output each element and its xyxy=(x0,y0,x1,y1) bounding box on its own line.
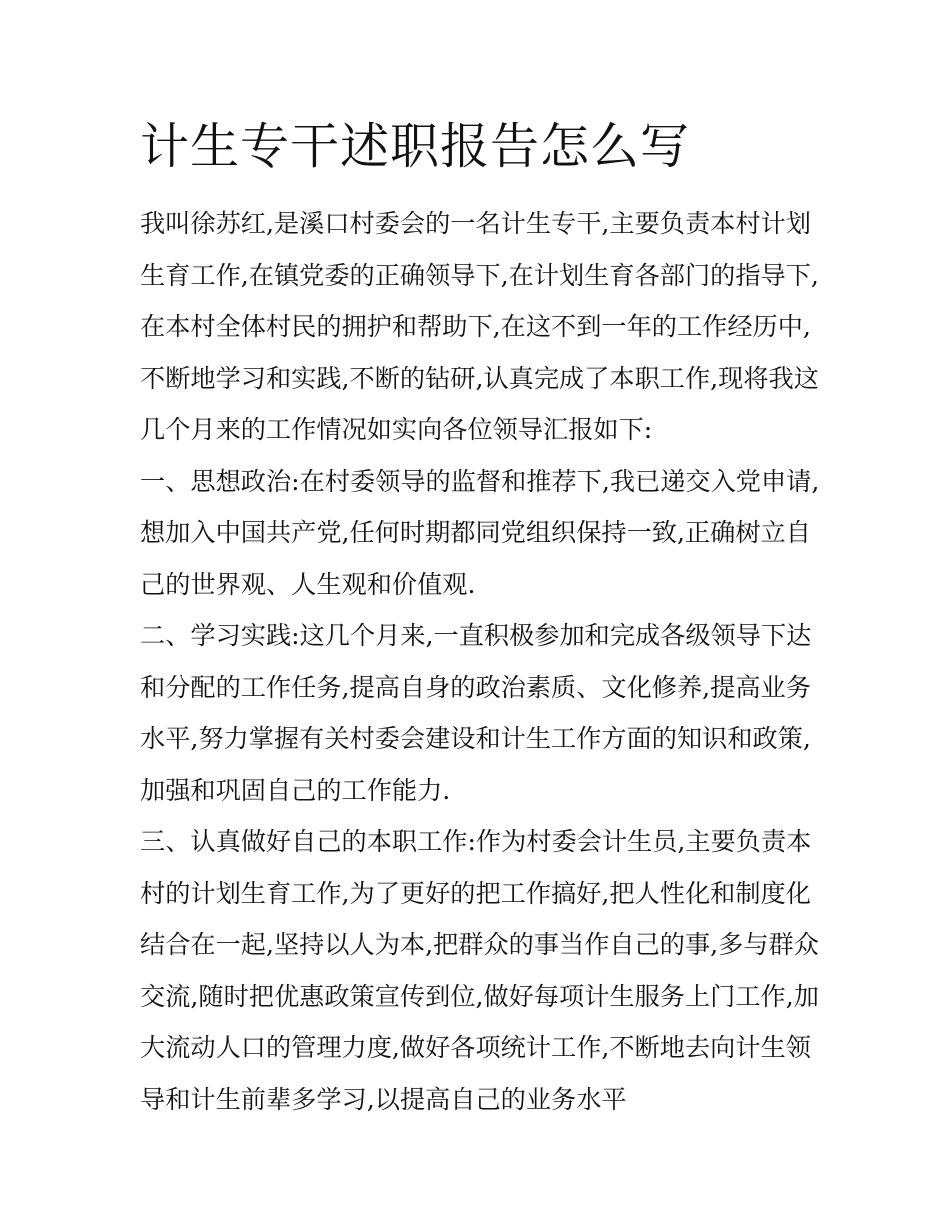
section-line: 和分配的工作任务,提高自身的政治素质、文化修养,提高业务 xyxy=(140,672,811,702)
section-line: 村的计划生育工作,为了更好的把工作搞好,把人性化和制度化 xyxy=(140,878,811,908)
paragraph-line: 不断地学习和实践,不断的钻研,认真完成了本职工作,现将我这 xyxy=(140,363,819,393)
paragraph-line: 我叫徐苏红,是溪口村委会的一名计生专干,主要负责本村计划 xyxy=(140,209,811,238)
paragraph-line: 生育工作,在镇党委的正确领导下,在计划生育各部门的指导下, xyxy=(140,260,819,290)
section-line: 结合在一起,坚持以人为本,把群众的事当作自己的事,多与群众 xyxy=(140,930,819,959)
section-line: 加强和巩固自己的工作能力. xyxy=(140,775,451,805)
paragraph-line: 在本村全体村民的拥护和帮助下,在这不到一年的工作经历中, xyxy=(140,312,811,341)
section-line: 想加入中国共产党,任何时期都同党组织保持一致,正确树立自 xyxy=(140,518,811,547)
section-line: 己的世界观、人生观和价值观. xyxy=(140,569,476,599)
document-title: 计生专干述职报告怎么写 xyxy=(140,118,691,175)
section-line: 二、学习实践:这几个月来,一直积极参加和完成各级领导下达 xyxy=(140,621,812,650)
document-body xyxy=(140,198,820,1125)
section-line: 大流动人口的管理力度,做好各项统计工作,不断地去向计生领 xyxy=(140,1033,811,1062)
section-line: 交流,随时把优惠政策宣传到位,做好每项计生服务上门工作,加 xyxy=(140,981,819,1011)
section-line: 三、认真做好自己的本职工作:作为村委会计生员,主要负责本 xyxy=(140,827,812,856)
section-line: 一、思想政治:在村委领导的监督和推荐下,我已递交入党申请, xyxy=(140,466,820,496)
paragraph-line: 几个月来的工作情况如实向各位领导汇报如下: xyxy=(140,415,653,444)
section-line: 导和计生前辈多学习,以提高自己的业务水平 xyxy=(140,1084,627,1114)
section-line: 水平,努力掌握有关村委会建设和计生工作方面的知识和政策, xyxy=(140,724,811,753)
